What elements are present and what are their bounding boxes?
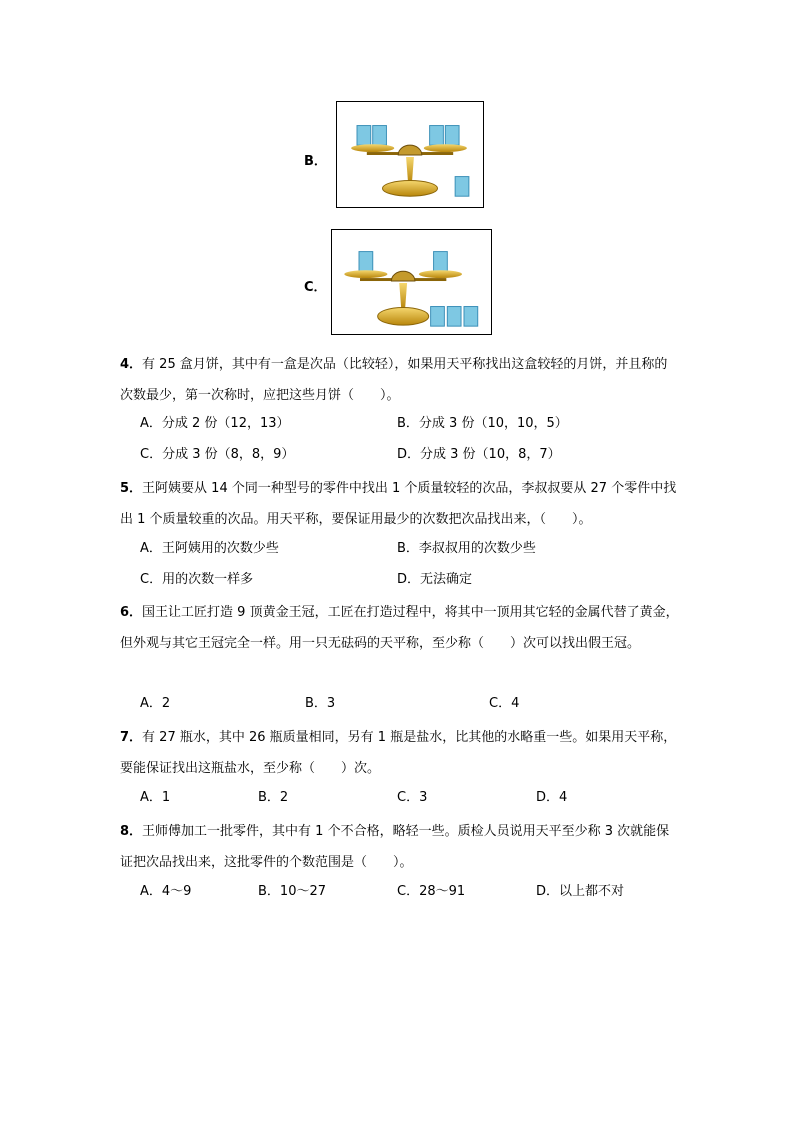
q8-option-d[interactable]: D．以上都不对 <box>536 884 625 899</box>
q5-option-d[interactable]: D．无法确定 <box>397 572 473 587</box>
q5-option-b[interactable]: B．李叔叔用的次数少些 <box>397 541 536 556</box>
question-text: 国王让工匠打造 9 顶黄金王冠，工匠在打造过程中，将其中一顶用其它轻的金属代替了黄金，但外观与其它王冠完全一样。用一只无砝码的天平称，至少称（ ）次可以找出假王冠。 <box>120 605 679 651</box>
question-text: 王阿姨要从 14 个同一种型号的零件中找出 1 个质量较轻的次品，李叔叔要从 27 个零件中找出 1 个质量较重的次品。用天平称，要保证用最少的次数把次品找出来，（ ）。 <box>120 481 677 527</box>
q8-option-c[interactable]: C．28～91 <box>397 884 466 899</box>
q7-option-a[interactable]: A．1 <box>140 790 171 805</box>
question-5 <box>120 473 680 535</box>
question-number: 5． <box>120 481 143 496</box>
balance-scale-icon <box>337 102 483 207</box>
question-text: 有 27 瓶水，其中 26 瓶质量相同，另有 1 瓶是盐水，比其他的水略重一些。如果用天平称，要能保证找出这瓶盐水，至少称（ ）次。 <box>120 730 677 776</box>
question-4 <box>120 349 680 411</box>
q7-option-d[interactable]: D．4 <box>536 790 568 805</box>
q7-option-c[interactable]: C．3 <box>397 790 428 805</box>
question-text: 王师傅加工一批零件，其中有 1 个不合格，略轻一些。质检人员说用天平至少称 3 次就能保证把次品找出来，这批零件的个数范围是（ ）。 <box>120 824 670 870</box>
balance-scale-icon <box>332 230 491 334</box>
question-8 <box>120 816 680 878</box>
q4-option-a[interactable]: A．分成 2 份（12，13） <box>140 416 290 431</box>
figure-c-label: C． <box>304 280 327 295</box>
q8-option-a[interactable]: A．4～9 <box>140 884 192 899</box>
question-number: 7． <box>120 730 143 745</box>
q5-option-c[interactable]: C．用的次数一样多 <box>140 572 254 587</box>
q8-option-b[interactable]: B．10～27 <box>258 884 327 899</box>
q4-option-b[interactable]: B．分成 3 份（10，10，5） <box>397 416 568 431</box>
question-number: 6． <box>120 605 143 620</box>
question-text: 有 25 盒月饼，其中有一盒是次品（比较轻），如果用天平称找出这盒较轻的月饼，并且称的次数最少，第一次称时，应把这些月饼（ ）。 <box>120 357 668 403</box>
q4-option-c[interactable]: C．分成 3 份（8，8，9） <box>140 447 295 462</box>
question-number: 4． <box>120 357 143 372</box>
q7-option-b[interactable]: B．2 <box>258 790 289 805</box>
figure-b-label: B． <box>304 154 327 169</box>
q6-option-a[interactable]: A．2 <box>140 696 171 711</box>
question-6 <box>120 597 680 659</box>
figure-b-balance-image <box>336 101 484 208</box>
figure-c-balance-image <box>331 229 492 335</box>
q6-option-b[interactable]: B．3 <box>305 696 336 711</box>
question-number: 8． <box>120 824 143 839</box>
q5-option-a[interactable]: A．王阿姨用的次数少些 <box>140 541 279 556</box>
q4-option-d[interactable]: D．分成 3 份（10，8，7） <box>397 447 561 462</box>
q6-option-c[interactable]: C．4 <box>489 696 520 711</box>
question-7 <box>120 722 680 784</box>
